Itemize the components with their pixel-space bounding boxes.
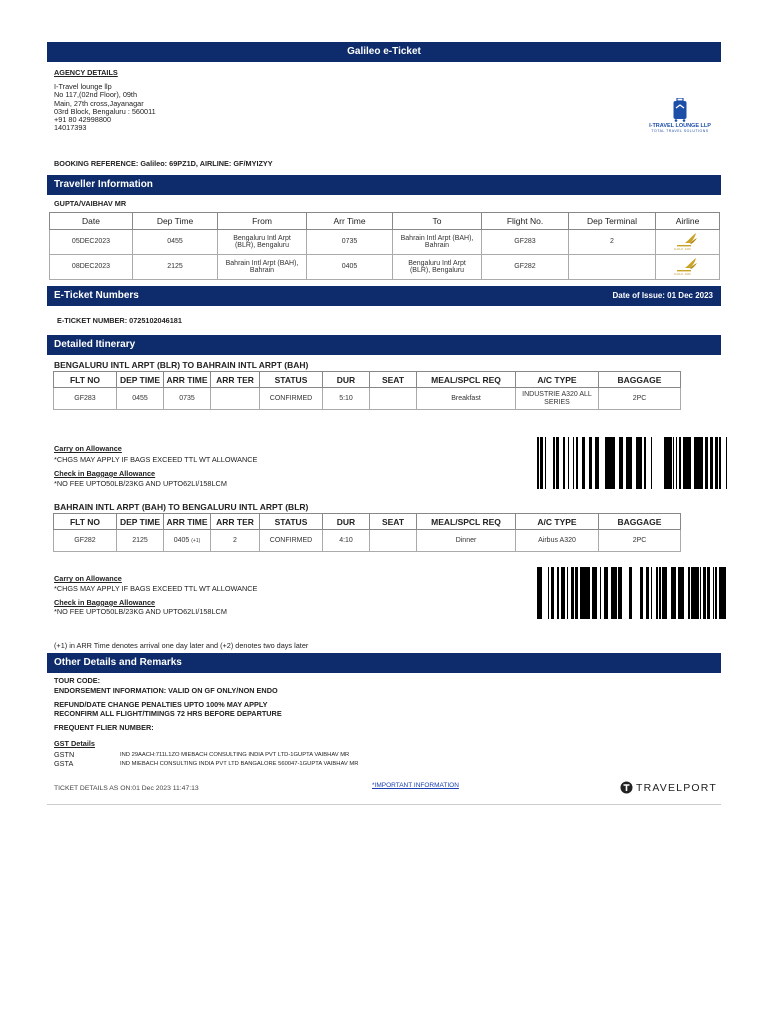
col-date: Date xyxy=(50,213,133,230)
gst-row xyxy=(54,760,714,768)
cell-ac-type: Airbus A320 xyxy=(516,530,599,552)
gst-row xyxy=(54,751,714,759)
traveller-section-title: Traveller Information xyxy=(54,179,153,190)
cell-dep-time: 0455 xyxy=(133,230,218,255)
col-dur: DUR xyxy=(323,514,370,530)
ticket-title-bar xyxy=(47,42,721,62)
ticket-title: Galileo e-Ticket xyxy=(347,46,421,57)
eticket-number: E-TICKET NUMBER: 0725102046181 xyxy=(57,316,182,326)
cell-status: CONFIRMED xyxy=(260,530,323,552)
travelport-wordmark: TRAVELPORT xyxy=(635,781,717,794)
col-arr-ter: ARR TER xyxy=(211,514,260,530)
agency-logo-text: I-TRAVEL LOUNGE LLP xyxy=(649,123,711,129)
eticket-section-title: E-Ticket Numbers xyxy=(54,290,139,302)
barcode xyxy=(537,437,727,489)
col-ac-type: A/C TYPE xyxy=(516,372,599,388)
leg-route: BENGALURU INTL ARPT (BLR) TO BAHRAIN INTL ARPT (BAH) xyxy=(54,360,309,371)
itinerary-table xyxy=(53,371,681,410)
checkin-text: *NO FEE UPTO50LB/23KG AND UPTO62LI/158LCM xyxy=(54,607,227,617)
booking-reference: BOOKING REFERENCE: Galileo: 69PZ1D, AIRLINE: GF/MYIZYY xyxy=(54,159,273,168)
endorsement-info: ENDORSEMENT INFORMATION: VALID ON GF ONLY/NON ENDO xyxy=(54,685,278,695)
cell-flt-no: GF282 xyxy=(54,530,117,552)
traveller-bar xyxy=(47,175,721,195)
cell-arr-time: 0735 xyxy=(307,230,393,255)
arr-time-value: 0405 xyxy=(173,536,190,544)
agency-line: I-Travel lounge llp xyxy=(54,82,112,92)
eticket-bar xyxy=(47,286,721,306)
leg-route: BAHRAIN INTL ARPT (BAH) TO BENGALURU INTL ARPT (BLR) xyxy=(54,502,309,513)
cell-to: Bahrain Intl Arpt (BAH), Bahrain xyxy=(393,230,482,255)
gst-title: GST Details xyxy=(54,739,95,749)
col-to: To xyxy=(393,213,482,230)
agency-logo xyxy=(645,98,715,133)
carry-on-title: Carry on Allowance xyxy=(54,444,122,454)
cell-arr-ter xyxy=(211,388,260,410)
col-status: STATUS xyxy=(260,372,323,388)
checkin-title: Check in Baggage Allowance xyxy=(54,468,156,478)
col-flt-no: FLT NO xyxy=(54,514,117,530)
cell-arr-ter: 2 xyxy=(211,530,260,552)
gulf-air-logo-text: GULF AIR xyxy=(674,271,691,276)
travelport-logo xyxy=(620,781,717,794)
travelport-icon xyxy=(620,781,633,794)
col-arr-ter: ARR TER xyxy=(211,372,260,388)
col-ac-type: A/C TYPE xyxy=(516,514,599,530)
cell-arr-time xyxy=(164,530,211,552)
col-flt-no: FLT NO xyxy=(54,372,117,388)
checkin-title: Check in Baggage Allowance xyxy=(54,597,156,607)
gst-label: GSTN xyxy=(54,749,75,759)
e-ticket xyxy=(47,42,721,805)
col-dep-terminal: Dep Terminal xyxy=(569,213,656,230)
cell-seat xyxy=(370,530,417,552)
col-seat: SEAT xyxy=(370,372,417,388)
cell-to: Bengaluru Intl Arpt (BLR), Bengaluru xyxy=(393,255,482,280)
cell-meal: Dinner xyxy=(417,530,516,552)
cell-dep-time: 2125 xyxy=(117,530,164,552)
ticket-footer xyxy=(47,780,721,805)
cell-from: Bahrain Intl Arpt (BAH), Bahrain xyxy=(218,255,307,280)
gulf-air-logo xyxy=(671,257,705,275)
remarks-bar xyxy=(47,653,721,673)
traveller-table-header xyxy=(50,213,720,230)
col-from: From xyxy=(218,213,307,230)
arr-day-offset: (+1) xyxy=(191,537,201,544)
itinerary-table-header xyxy=(54,372,681,388)
agency-line: +91 80 42998800 xyxy=(54,115,112,125)
remarks-details xyxy=(47,673,721,732)
barcode xyxy=(537,567,727,619)
remarks-section-title: Other Details and Remarks xyxy=(54,657,182,669)
col-status: STATUS xyxy=(260,514,323,530)
gulf-air-logo-text: GULF AIR xyxy=(674,246,691,251)
baggage-info xyxy=(54,445,257,488)
table-row xyxy=(50,230,720,255)
cell-airline xyxy=(656,230,720,255)
cell-arr-time: 0405 xyxy=(307,255,393,280)
agency-logo-tagline: TOTAL TRAVEL SOLUTIONS xyxy=(651,129,709,133)
itinerary-table xyxy=(53,513,681,552)
agency-line: Main, 27th cross,Jayanagar xyxy=(54,98,144,108)
agency-heading: AGENCY DETAILS xyxy=(54,68,118,77)
table-row xyxy=(54,530,681,552)
cell-dur: 5:10 xyxy=(323,388,370,410)
cell-dep-terminal: 2 xyxy=(569,230,656,255)
luggage-icon xyxy=(672,98,688,122)
table-row xyxy=(50,255,720,280)
cell-airline xyxy=(656,255,720,280)
cell-from: Bengaluru Intl Arpt (BLR), Bengaluru xyxy=(218,230,307,255)
gst-value: IND 29AACH:711L1ZO MIEBACH CONSULTING INDIA PVT LTD-1GUPTA VAIBHAV MR xyxy=(120,751,350,758)
baggage-info xyxy=(54,575,257,616)
carry-on-text: *CHGS MAY APPLY IF BAGS EXCEED TTL WT ALLOWANCE xyxy=(54,583,258,593)
cell-dur: 4:10 xyxy=(323,530,370,552)
cell-meal: Breakfast xyxy=(417,388,516,410)
itinerary-leg xyxy=(47,501,721,651)
agency-line: No 117,(02nd Floor), 09th xyxy=(54,90,138,100)
carry-on-title: Carry on Allowance xyxy=(54,574,122,584)
cell-status: CONFIRMED xyxy=(260,388,323,410)
col-flight-no: Flight No. xyxy=(482,213,569,230)
cell-baggage: 2PC xyxy=(599,530,681,552)
agency-section xyxy=(47,62,721,168)
col-arr-time: Arr Time xyxy=(307,213,393,230)
agency-line: 14017393 xyxy=(54,123,87,133)
table-row xyxy=(54,388,681,410)
carry-on-text: *CHGS MAY APPLY IF BAGS EXCEED TTL WT ALLOWANCE xyxy=(54,454,258,464)
gst-details xyxy=(47,732,721,768)
col-dep-time: DEP TIME xyxy=(117,514,164,530)
cell-dep-terminal xyxy=(569,255,656,280)
gst-label: GSTA xyxy=(54,758,74,768)
col-baggage: BAGGAGE xyxy=(599,372,681,388)
itinerary-footnote: (+1) in ARR Time denotes arrival one day later and (+2) denotes two days later xyxy=(54,641,309,651)
col-arr-time: ARR TIME xyxy=(164,372,211,388)
agency-line: 03rd Block, Bengaluru : 560011 xyxy=(54,106,156,116)
cell-arr-time: 0735 xyxy=(164,388,211,410)
cell-ac-type: INDUSTRIE A320 ALL SERIES xyxy=(516,388,599,410)
agency-details xyxy=(54,69,156,132)
date-of-issue: Date of Issue: 01 Dec 2023 xyxy=(612,291,713,301)
gulf-air-logo xyxy=(671,232,705,250)
col-arr-time: ARR TIME xyxy=(164,514,211,530)
cell-date: 05DEC2023 xyxy=(50,230,133,255)
col-dur: DUR xyxy=(323,372,370,388)
col-dep-time: Dep Time xyxy=(133,213,218,230)
reconfirm-note: RECONFIRM ALL FLIGHT/TIMINGS 72 HRS BEFORE DEPARTURE xyxy=(54,709,282,719)
cell-date: 08DEC2023 xyxy=(50,255,133,280)
important-information-link[interactable]: *IMPORTANT INFORMATION xyxy=(372,782,459,790)
cell-baggage: 2PC xyxy=(599,388,681,410)
itinerary-section-title: Detailed Itinerary xyxy=(54,339,136,351)
ticket-details-timestamp: TICKET DETAILS AS ON:01 Dec 2023 11:47:13 xyxy=(54,785,199,793)
refund-penalty: REFUND/DATE CHANGE PENALTIES UPTO 100% MAY APPLY xyxy=(54,699,268,709)
col-dep-time: DEP TIME xyxy=(117,372,164,388)
itinerary-leg xyxy=(47,355,721,501)
checkin-text: *NO FEE UPTO50LB/23KG AND UPTO62LI/158LCM xyxy=(54,479,227,489)
frequent-flier: FREQUENT FLIER NUMBER: xyxy=(54,723,154,733)
itinerary-table-header xyxy=(54,514,681,530)
col-baggage: BAGGAGE xyxy=(599,514,681,530)
itinerary-bar xyxy=(47,335,721,355)
col-meal: MEAL/SPCL REQ xyxy=(417,514,516,530)
col-meal: MEAL/SPCL REQ xyxy=(417,372,516,388)
cell-flt-no: GF283 xyxy=(54,388,117,410)
cell-dep-time: 0455 xyxy=(117,388,164,410)
cell-flight-no: GF283 xyxy=(482,230,569,255)
cell-flight-no: GF282 xyxy=(482,255,569,280)
cell-dep-time: 2125 xyxy=(133,255,218,280)
traveller-table xyxy=(49,212,720,280)
traveller-name: GUPTA/VAIBHAV MR xyxy=(54,199,127,208)
col-airline: Airline xyxy=(656,213,720,230)
tour-code: TOUR CODE: xyxy=(54,676,101,686)
col-seat: SEAT xyxy=(370,514,417,530)
cell-seat xyxy=(370,388,417,410)
gst-value: IND MIEBACH CONSULTING INDIA PVT LTD BANGALORE 560047-1GUPTA VAIBHAV MR xyxy=(120,760,359,767)
